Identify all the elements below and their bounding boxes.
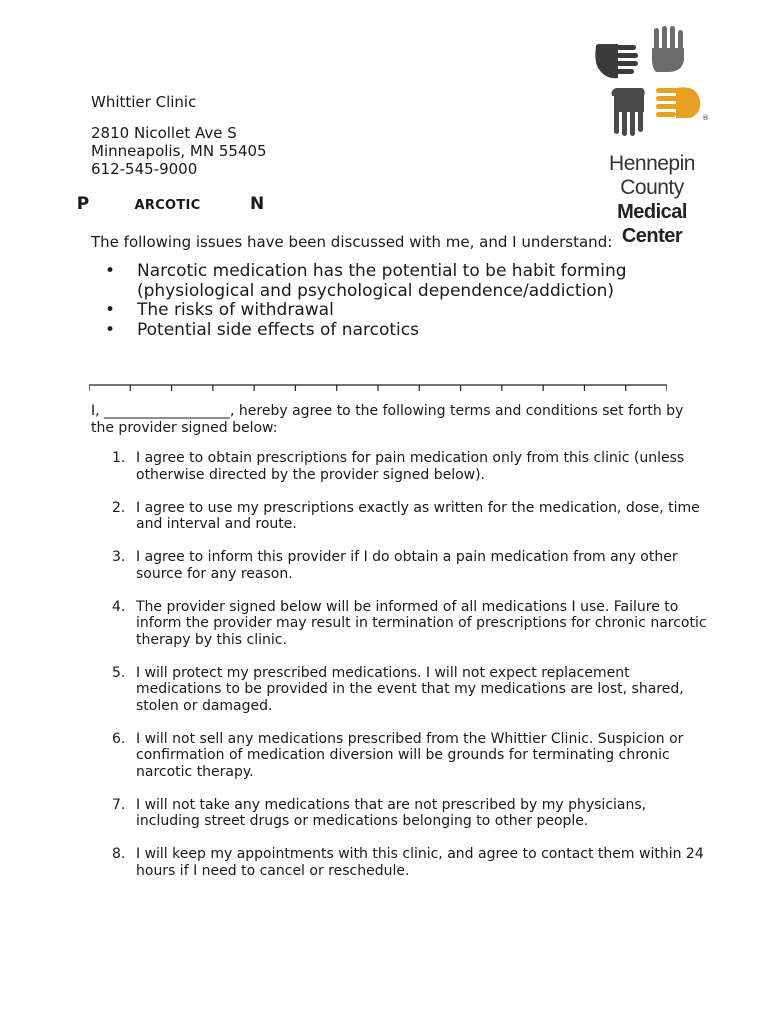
hand-dark-down-icon bbox=[612, 88, 645, 136]
clinic-phone: 612-545-9000 bbox=[91, 160, 198, 178]
term-item: 4. The provider signed below will be informed of all medications I use. Failure to inform the provider may result in termination of prescriptions for chronic narcotic therapy by this clinic. bbox=[112, 598, 707, 648]
clinic-address-block bbox=[91, 93, 267, 178]
term-item: 3. I agree to inform this provider if I do obtain a pain medication from any other source for any reason. bbox=[112, 549, 678, 582]
agreement-statement: I, __________________, hereby agree to the following terms and conditions set forth by the provider signed below: bbox=[91, 403, 684, 436]
term-item: 8. I will keep my appointments with this clinic, and agree to contact them within 24 hours if I need to cancel or reschedule. bbox=[112, 846, 704, 879]
list-item: • The risks of withdrawal bbox=[105, 300, 334, 320]
hand-orange-right-icon bbox=[656, 87, 700, 118]
bullet-icon: • bbox=[105, 319, 116, 340]
logo-line-county: Hennepin County bbox=[609, 152, 695, 199]
hand-dark-left-icon bbox=[595, 44, 638, 78]
page-title: NARCOTIC P bbox=[76, 194, 265, 214]
registered-mark: ® bbox=[702, 114, 709, 122]
hands-logo-icon bbox=[586, 24, 718, 149]
term-item: 6. I will not sell any medications prescribed from the Whittier Clinic. Suspicion or confirmation of medication diversion will be grounds for terminating chronic narcotic therapy. bbox=[112, 730, 684, 780]
hennepin-logo bbox=[586, 24, 718, 247]
clinic-name: Whittier Clinic bbox=[91, 93, 197, 111]
term-item: 2. I agree to use my prescriptions exactly as written for the medication, dose, time and interval and route. bbox=[112, 499, 700, 532]
decorative-separator bbox=[89, 378, 667, 392]
terms-list bbox=[112, 450, 712, 896]
bullet-icon: • bbox=[105, 300, 116, 320]
clinic-address-line1: 2810 Nicollet Ave S bbox=[91, 124, 237, 142]
understanding-list bbox=[105, 262, 665, 340]
intro-text: The following issues have been discussed with me, and I understand: bbox=[91, 233, 613, 251]
clinic-address-line2: Minneapolis, MN 55405 bbox=[91, 142, 267, 160]
bullet-icon: • bbox=[105, 261, 116, 281]
list-item: • Potential side effects of narcotics bbox=[105, 319, 419, 340]
hand-gray-up-icon bbox=[652, 26, 684, 72]
term-item: 1. I agree to obtain prescriptions for pain medication only from this clinic (unless otherwise directed by the provider signed below). bbox=[112, 450, 685, 483]
term-item: 5. I will protect my prescribed medications. I will not expect replacement medications to be provided in the event that my medications are lost, shared, stolen or damaged. bbox=[112, 664, 684, 714]
term-item: 7. I will not take any medications that are not prescribed by my physicians, including street drugs or medications belonging to other people. bbox=[112, 796, 647, 829]
logo-line-center: Medical Center bbox=[617, 201, 687, 247]
list-item: • Narcotic medication has the potential to be habit forming (physiological and psychological dependence/addiction) bbox=[105, 261, 627, 301]
